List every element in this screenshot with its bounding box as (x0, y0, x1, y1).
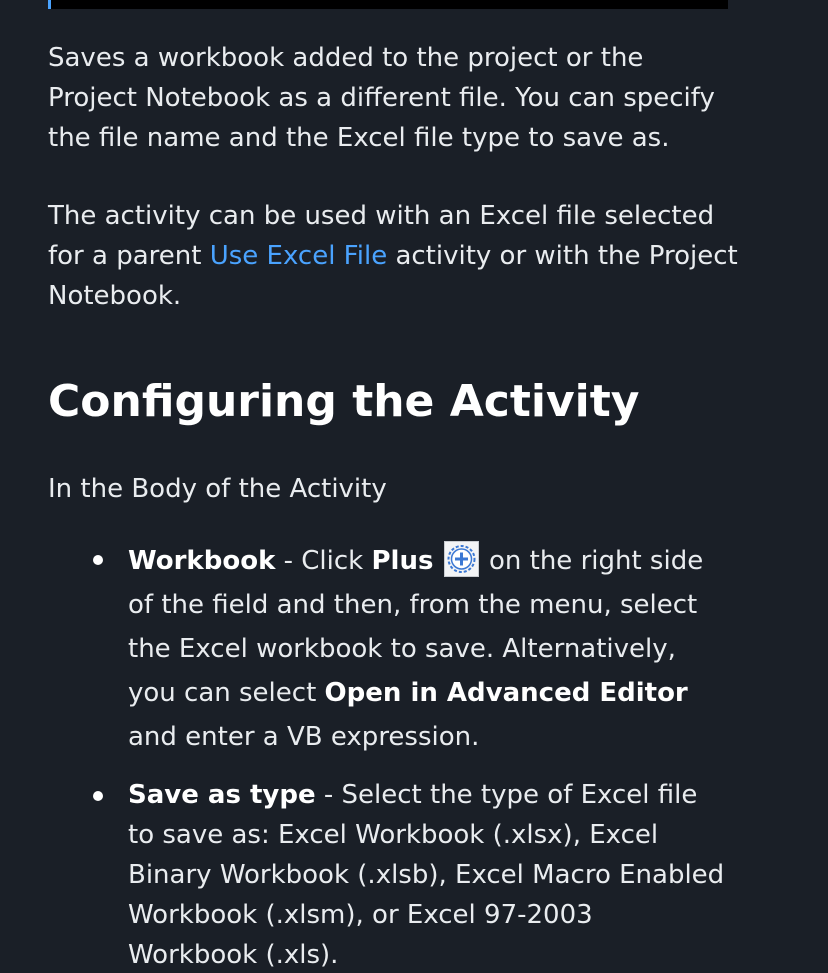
workbook-desc (128, 539, 728, 759)
advanced-editor-label: Open in Advanced Editor (324, 678, 688, 708)
property-list (48, 539, 738, 973)
usage-text-before: The activity can be used with an Excel file selected for a parent (48, 201, 715, 271)
save-as-type-text: - Select the type of Excel file to save as: Excel Workbook (.xlsx), Excel Binary Workbook (.xlsb), Excel Macro Enabled Workbook (.xlsm), or Excel 97-2003 Workbook (.xls). (128, 780, 725, 970)
section-subheading: In the Body of the Activity (48, 474, 387, 504)
plus-label: Plus (371, 546, 434, 576)
workbook-term: Workbook (128, 546, 276, 576)
save-as-type-desc (128, 780, 724, 970)
note-block-bottom-edge (48, 0, 728, 9)
workbook-text-1: - Click (275, 546, 372, 576)
intro-text: Saves a workbook added to the project or the Project Notebook as a different file. You can specify the file name and the Excel file type to save as. (48, 43, 715, 153)
bullet (93, 555, 103, 565)
plus-circle-icon (444, 541, 479, 577)
usage-paragraph (48, 196, 738, 316)
workbook-text-2: on the right side of the field and then, from the menu, select the Excel workbook to save. Alternatively, you can select (128, 546, 704, 708)
list-item-workbook (48, 539, 728, 759)
save-as-type-term: Save as type (128, 780, 316, 810)
list-item-save-as-type (48, 775, 728, 973)
article-content (48, 38, 738, 973)
bullet (93, 791, 103, 801)
usage-text-after: activity or with the Project Notebook. (48, 241, 738, 311)
intro-paragraph (48, 38, 738, 158)
use-excel-file-link[interactable]: Use Excel File (209, 241, 388, 271)
workbook-text-3: and enter a VB expression. (128, 722, 480, 752)
section-heading: Configuring the Activity (48, 376, 640, 427)
